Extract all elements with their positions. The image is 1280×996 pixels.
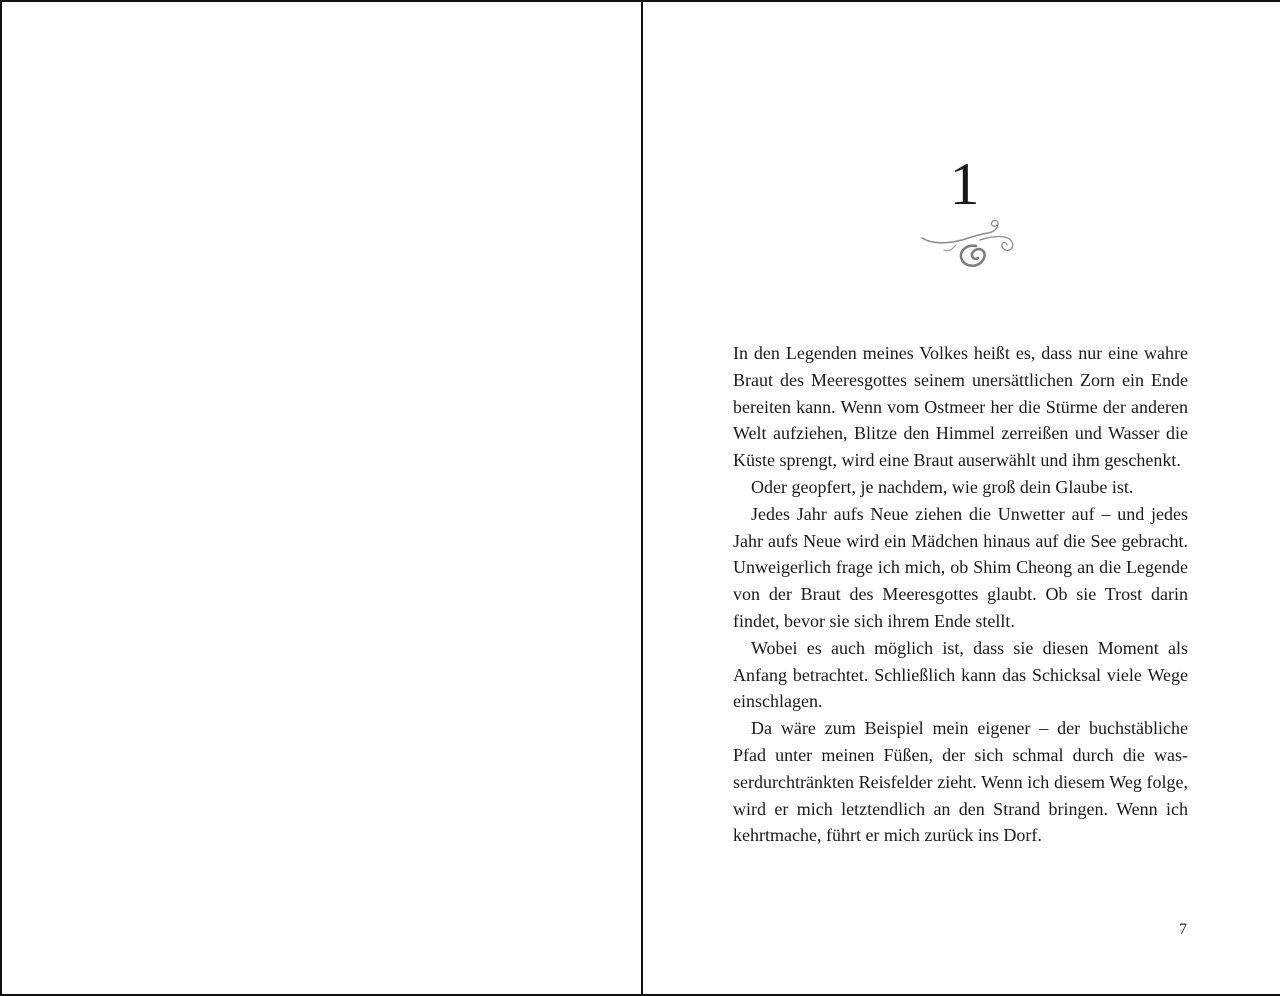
paragraph: Wobei es auch möglich ist, dass sie diesen Moment als Anfang betrachtet. Schließlich kann das Schicksal viele Wege einschlagen. <box>733 637 1188 712</box>
left-page-blank <box>2 2 641 994</box>
paragraph: Da wäre zum Beispiel mein eigener – der buchstäbliche Pfad unter meinen Füßen, der sich schmal durch die wasserdurchtränkten Reisfelder zieht. Wenn ich diesem Weg folge, wird er mich letztendlich an den Strand bringen. Wenn ich kehrtmache, führt er mich zurück ins Dorf. <box>733 718 1188 846</box>
swirl-flourish-icon <box>918 214 1018 274</box>
paragraph: Jedes Jahr aufs Neue ziehen die Unwetter auf – und jedes Jahr aufs Neue wird ein Mädchen hinaus auf die See gebracht. Unweigerlich frage ich mich, ob Shim Cheong an die Legende von der Braut des Meeresgottes glaubt. Ob sie Trost darin findet, bevor sie sich ihrem Ende stellt. <box>733 503 1188 631</box>
page-number: 7 <box>1179 921 1187 938</box>
chapter-body-text <box>733 340 1188 849</box>
right-page <box>643 2 1280 994</box>
paragraph: In den Legenden meines Volkes heißt es, dass nur eine wahre Braut des Meeresgottes seinem unersättlichen Zorn ein Ende bereiten kann. Wenn vom Ostmeer her die Stürme der anderen Welt aufziehen, Blitze den Himmel zerreißen und Wasser die Küste sprengt, wird eine Braut auserwählt und ihm geschenkt. <box>733 343 1188 471</box>
chapter-number: 1 <box>949 151 980 217</box>
paragraph: Oder geopfert, je nachdem, wie groß dein Glaube ist. <box>751 476 1134 497</box>
